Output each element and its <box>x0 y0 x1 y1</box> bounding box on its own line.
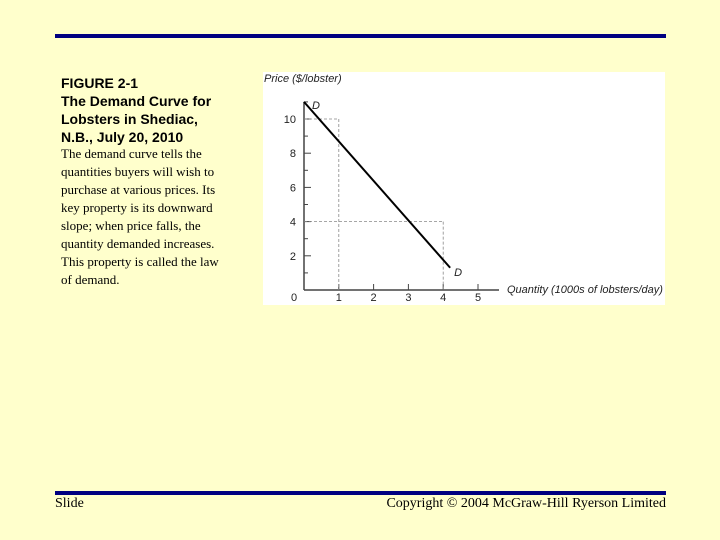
curve-label-end: D <box>454 266 463 279</box>
y-tick-label: 4 <box>289 216 296 229</box>
figure-label: FIGURE 2-1 <box>61 75 139 91</box>
x-tick-label: 5 <box>474 292 482 304</box>
figure-description: The demand curve tells the quantities buyers will wish to purchase at various prices. Its key property is its downward slope; when price falls, the quantity demanded increases. This property is called the law of demand. <box>61 146 219 287</box>
x-tick-label: 3 <box>405 292 412 304</box>
y-tick-label: 6 <box>289 182 296 195</box>
demand-chart <box>263 72 665 305</box>
x-tick-label: 4 <box>440 292 447 304</box>
curve-label-start: D <box>312 99 320 112</box>
x-tick-label: 0 <box>290 292 298 304</box>
x-tick-label: 2 <box>370 292 377 304</box>
figure-caption <box>61 74 229 289</box>
demand-curve <box>304 99 450 268</box>
chart-panel <box>263 72 665 305</box>
copyright-notice: Copyright © 2004 McGraw-Hill Ryerson Limited <box>386 496 666 511</box>
y-tick-label: 10 <box>283 114 296 126</box>
y-tick-label: 8 <box>289 148 296 161</box>
figure-title: The Demand Curve for Lobsters in Shediac, N.B., July 20, 2010 <box>61 93 212 145</box>
y-tick-label: 2 <box>289 250 296 263</box>
x-axis-label: Quantity (1000s of lobsters/day) <box>507 284 663 296</box>
slide-label: Slide <box>55 496 84 511</box>
bottom-rule <box>55 491 666 495</box>
y-axis-label: Price ($/lobster) <box>264 73 342 85</box>
x-tick-label: 1 <box>335 292 342 304</box>
top-rule <box>55 34 666 38</box>
